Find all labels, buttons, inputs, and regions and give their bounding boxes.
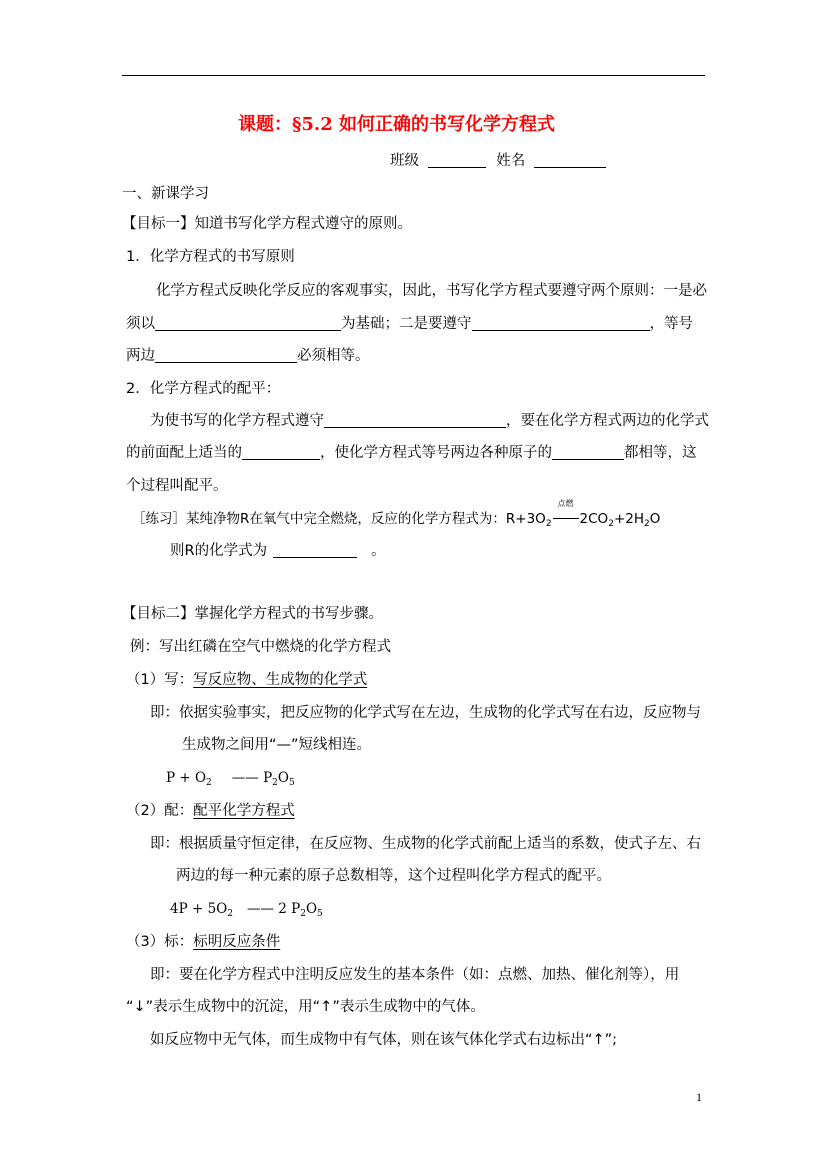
step2-desc2: 两边的每一种元素的原子总数相等，这个过程叫化学方程式的配平。 [176, 868, 611, 884]
item1-line1: 化学方程式反映化学反应的客观事实，因此，书写化学方程式要遵守两个原则：一是必 [156, 283, 707, 299]
item1-text: ，等号 [649, 316, 693, 332]
step1-desc1: 即：依据实验事实，把反应物的化学式写在左边，生成物的化学式写在右边，反应物与 [150, 705, 701, 721]
header-rule [122, 75, 705, 76]
blank-6[interactable] [552, 443, 624, 460]
name-blank[interactable] [534, 151, 606, 168]
step1-label: （1）写： [126, 672, 194, 688]
class-blank[interactable] [428, 151, 486, 168]
step2-label: （2）配： [126, 803, 194, 819]
class-name-line [390, 151, 606, 171]
practice-equation: $R+3O_2$ 点燃 $2CO_2+2H_2O$ [505, 499, 661, 529]
page-title: 课题：§5.2 如何正确的书写化学方程式 [238, 114, 555, 135]
item2-heading: 2．化学方程式的配平： [126, 381, 281, 397]
item2-line1 [150, 411, 709, 431]
step2-heading [126, 801, 295, 821]
blank-7[interactable] [273, 541, 357, 558]
step1-equation: $P + O_2$ —— $P_2O_5$ [166, 770, 295, 788]
item2-line3: 个过程叫配平。 [126, 478, 228, 494]
item1-text: 为基础；二是要遵守 [341, 316, 472, 332]
step3-desc1: 即：要在化学方程式中注明反应发生的基本条件（如：点燃、加热、催化剂等），用 [150, 967, 680, 983]
reaction-condition: 点燃 [552, 509, 580, 529]
goal1-heading: 【目标一】知道书写化学方程式遵守的原则。 [122, 216, 412, 232]
item2-text: 的前面配上适当的 [126, 445, 242, 461]
item1-text: 两边 [126, 348, 155, 364]
step2-title: 配平化学方程式 [193, 803, 295, 819]
practice-answer-text: 。 [371, 543, 386, 559]
blank-3[interactable] [155, 346, 297, 363]
step3-heading [126, 932, 280, 952]
blank-2[interactable] [472, 314, 650, 331]
step2-desc1: 即：根据质量守恒定律，在反应物、生成物的化学式前配上适当的系数，使式子左、右 [150, 836, 701, 852]
step3-title: 标明反应条件 [193, 934, 281, 950]
step1-title: 写反应物、生成物的化学式 [193, 672, 368, 688]
step3-desc3: 如反应物中无气体，而生成物中有气体，则在该气体化学式右边标出“↑”; [150, 1032, 618, 1048]
blank-4[interactable] [324, 411, 506, 428]
item1-line3 [126, 346, 370, 366]
blank-5[interactable] [242, 443, 320, 460]
item1-text: 必须相等。 [297, 348, 370, 364]
practice-answer-text: 则R的化学式为 [170, 543, 268, 559]
step2-equation: $4P + 5O_2$ —— 2 $P_2O_5$ [170, 901, 323, 919]
item2-line2 [126, 443, 697, 463]
item1-line2 [126, 314, 693, 334]
item1-heading: 1．化学方程式的书写原则 [126, 249, 295, 265]
step3-desc2: “↓”表示生成物中的沉淀，用“↑”表示生成物中的气体。 [126, 999, 485, 1015]
goal2-heading: 【目标二】掌握化学方程式的书写步骤。 [122, 606, 383, 622]
page-number: 1 [696, 1090, 702, 1104]
item2-text: ，要在化学方程式两边的化学式 [506, 413, 709, 429]
example-line: 例：写出红磷在空气中燃烧的化学方程式 [130, 639, 391, 655]
practice-text: ［练习］某纯净物R在氧气中完全燃烧，反应的化学方程式为： [132, 511, 506, 527]
class-label: 班级 [390, 153, 419, 169]
item2-text: ，使化学方程式等号两边各种原子的 [320, 445, 552, 461]
blank-1[interactable] [155, 314, 341, 331]
step1-desc2: 生成物之间用“—”短线相连。 [182, 737, 372, 753]
step1-heading [126, 670, 367, 690]
item1-text: 须以 [126, 316, 155, 332]
item2-text: 为使书写的化学方程式遵守 [150, 413, 324, 429]
item2-text: 都相等，这 [624, 445, 697, 461]
practice-answer-line [170, 541, 386, 561]
name-label: 姓名 [496, 153, 526, 169]
section-heading: 一、新课学习 [122, 186, 209, 202]
practice-line [132, 499, 661, 529]
step3-label: （3）标： [126, 934, 194, 950]
